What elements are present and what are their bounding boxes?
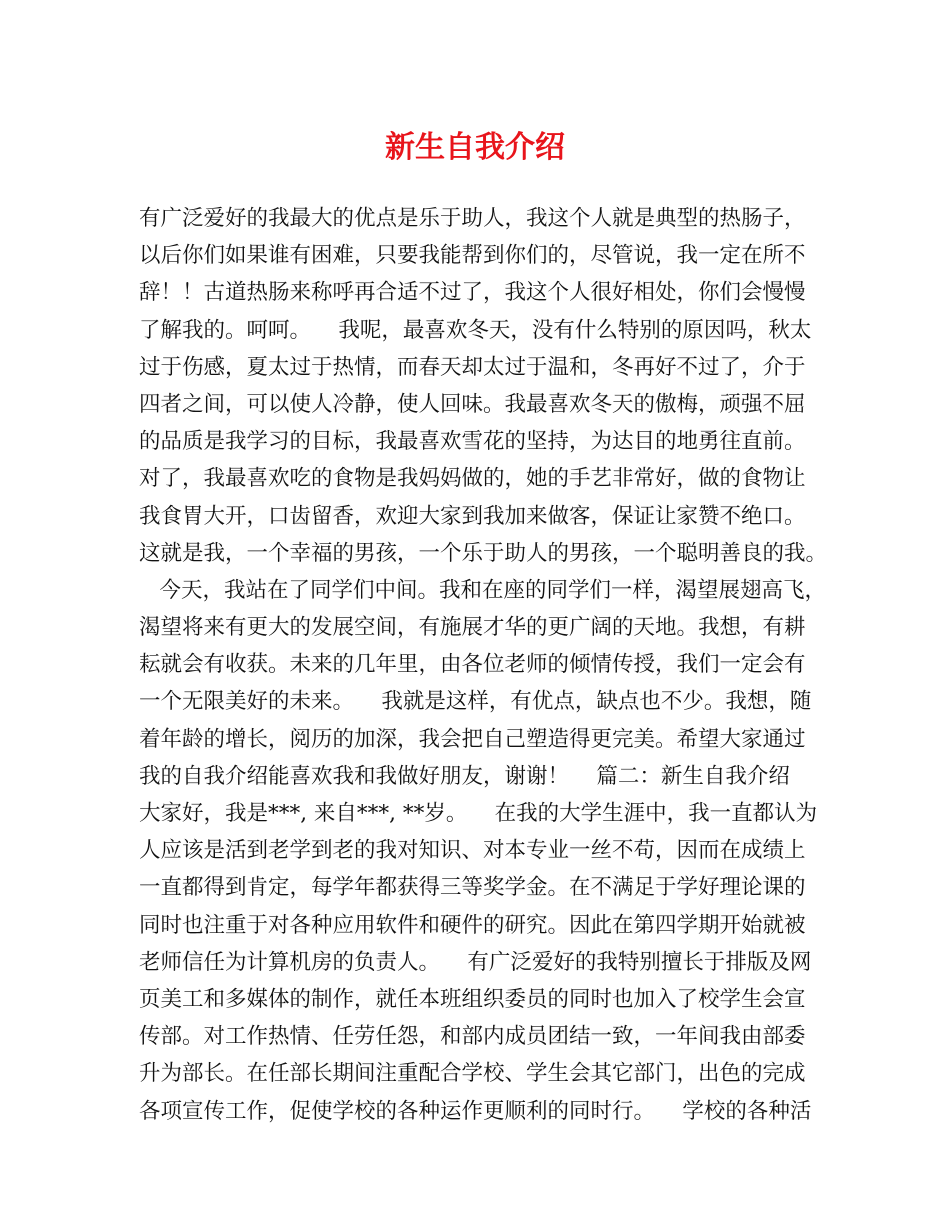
text-line: 耘就会有收获。未来的几年里，由各位老师的倾情传授，我们一定会有 — [139, 652, 806, 678]
text-line: 我食胃大开，口齿留香，欢迎大家到我加来做客，保证让家赞不绝口。 — [139, 503, 806, 529]
text-line: 这就是我，一个幸福的男孩，一个乐于助人的男孩，一个聪明善良的我。 — [139, 540, 828, 566]
text-line: 一个无限美好的未来。 我就是这样，有优点，缺点也不少。我想，随 — [139, 689, 812, 715]
text-line: 传部。对工作热情、任劳任怨，和部内成员团结一致，一年间我由部委 — [139, 1024, 806, 1050]
text-line: 人应该是活到老学到老的我对知识、对本专业一丝不苟，因而在成绩上 — [139, 838, 806, 864]
text-line: 四者之间，可以使人冷静，使人回味。我最喜欢冬天的傲梅，顽强不屈 — [139, 391, 806, 417]
text-line: 一直都得到肯定，每学年都获得三等奖学金。在不满足于学好理论课的 — [139, 875, 806, 901]
text-line: 页美工和多媒体的制作，就任本班组织委员的同时也加入了校学生会宣 — [139, 986, 806, 1012]
text-line: 有广泛爱好的我最大的优点是乐于助人，我这个人就是典型的热肠子， — [139, 206, 806, 231]
text-line: 我的自我介绍能喜欢我和我做好朋友，谢谢！ 篇二：新生自我介绍 — [139, 763, 790, 789]
text-line: 同时也注重于对各种应用软件和硬件的研究。因此在第四学期开始就被 — [139, 912, 806, 938]
text-line: 各项宣传工作，促使学校的各种运作更顺利的同时行。 学校的各种活 — [139, 1098, 812, 1124]
text-line: 的品质是我学习的目标，我最喜欢雪花的坚持，为达目的地勇往直前。 — [139, 429, 806, 455]
text-line: 了解我的。呵呵。 我呢，最喜欢冬天，没有什么特别的原因吗，秋太 — [139, 317, 812, 343]
text-line: 大家好，我是***, 来自***, **岁。 在我的大学生涯中，我一直都认为 — [139, 801, 818, 826]
text-line: 过于伤感，夏太过于热情，而春天却太过于温和，冬再好不过了，介于 — [139, 354, 806, 380]
body-text — [139, 200, 829, 1130]
text-line: 着年龄的增长，阅历的加深，我会把自己塑造得更完美。希望大家通过 — [139, 726, 806, 752]
text-line: 今天，我站在了同学们中间。我和在座的同学们一样，渴望展翅高飞， — [139, 577, 827, 603]
text-line: 渴望将来有更大的发展空间，有施展才华的更广阔的天地。我想，有耕 — [139, 615, 806, 641]
page-title: 新生自我介绍 — [385, 130, 565, 165]
text-line: 对了，我最喜欢吃的食物是我妈妈做的，她的手艺非常好，做的食物让 — [139, 466, 806, 492]
text-line: 辞！！古道热肠来称呼再合适不过了，我这个人很好相处，你们会慢慢 — [139, 280, 806, 306]
text-line: 升为部长。在任部长期间注重配合学校、学生会其它部门，出色的完成 — [139, 1061, 806, 1087]
text-line: 以后你们如果谁有困难，只要我能帮到你们的，尽管说，我一定在所不 — [139, 243, 806, 269]
text-line: 老师信任为计算机房的负责人。 有广泛爱好的我特别擅长于排版及网 — [139, 949, 812, 975]
